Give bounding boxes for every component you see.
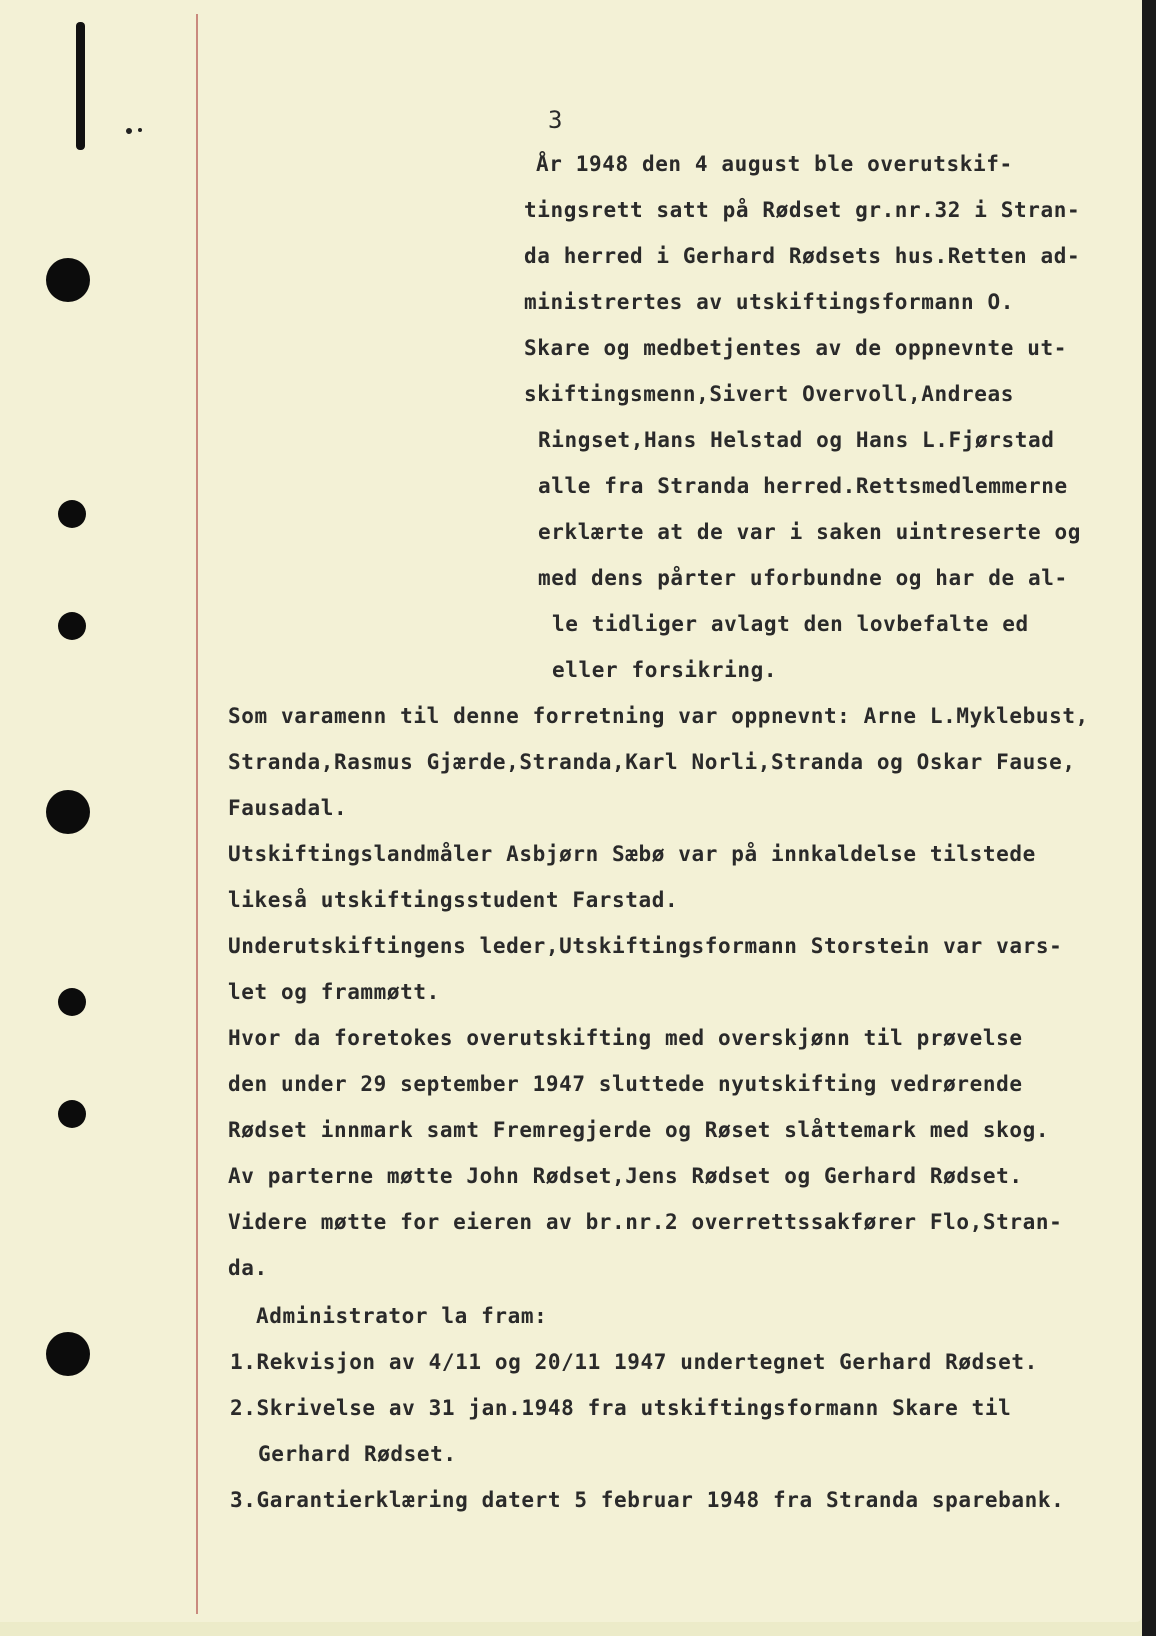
list-item: 2.Skrivelse av 31 jan.1948 fra utskiftingsformann Skare til bbox=[230, 1396, 1012, 1420]
text-line: erklærte at de var i saken uintreserte og bbox=[538, 520, 1081, 544]
ink-dot bbox=[138, 128, 142, 132]
text-line: Fausadal. bbox=[228, 796, 348, 820]
punch-hole bbox=[46, 1332, 90, 1376]
text-line: likeså utskiftingsstudent Farstad. bbox=[228, 888, 679, 912]
text-line: Gerhard Rødset. bbox=[258, 1442, 457, 1466]
text-line: Rødset innmark samt Fremregjerde og Røset slåttemark med skog. bbox=[228, 1118, 1050, 1142]
ink-dot bbox=[126, 128, 132, 134]
text-line: Utskiftingslandmåler Asbjørn Sæbø var på innkaldelse tilstede bbox=[228, 842, 1036, 866]
text-line: Videre møtte for eieren av br.nr.2 overrettssakfører Flo,Stran- bbox=[228, 1210, 1063, 1234]
text-line: tingsrett satt på Rødset gr.nr.32 i Stran- bbox=[524, 198, 1081, 222]
text-line: eller forsikring. bbox=[552, 658, 778, 682]
list-item: 1.Rekvisjon av 4/11 og 20/11 1947 undertegnet Gerhard Rødset. bbox=[230, 1350, 1038, 1374]
text-line: År 1948 den 4 august ble overutskif- bbox=[536, 152, 1013, 176]
text-line: med dens pårter uforbundne og har de al- bbox=[538, 566, 1068, 590]
page-number: 3 bbox=[548, 106, 564, 134]
text-line: Stranda,Rasmus Gjærde,Stranda,Karl Norli,Stranda og Oskar Fause, bbox=[228, 750, 1076, 774]
text-line: Som varamenn til denne forretning var oppnevnt: Arne L.Myklebust, bbox=[228, 704, 1089, 728]
punch-hole bbox=[58, 988, 86, 1016]
margin-rule bbox=[196, 14, 198, 1614]
text-line: let og frammøtt. bbox=[228, 980, 440, 1004]
text-line: Ringset,Hans Helstad og Hans L.Fjørstad bbox=[538, 428, 1055, 452]
text-line: Administrator la fram: bbox=[256, 1304, 548, 1328]
text-line: Underutskiftingens leder,Utskiftingsformann Storstein var vars- bbox=[228, 934, 1063, 958]
text-line: skiftingsmenn,Sivert Overvoll,Andreas bbox=[524, 382, 1014, 406]
text-line: alle fra Stranda herred.Rettsmedlemmerne bbox=[538, 474, 1068, 498]
text-line: den under 29 september 1947 sluttede nyutskifting vedrørende bbox=[228, 1072, 1023, 1096]
list-item: 3.Garantierklæring datert 5 februar 1948 fra Stranda sparebank. bbox=[230, 1488, 1065, 1512]
text-line: Skare og medbetjentes av de oppnevnte ut- bbox=[524, 336, 1067, 360]
text-line: le tidliger avlagt den lovbefalte ed bbox=[552, 612, 1029, 636]
text-line: da. bbox=[228, 1256, 268, 1280]
text-line: ministrertes av utskiftingsformann O. bbox=[524, 290, 1014, 314]
text-line: Hvor da foretokes overutskifting med overskjønn til prøvelse bbox=[228, 1026, 1023, 1050]
punch-hole bbox=[46, 258, 90, 302]
punch-hole bbox=[58, 612, 86, 640]
punch-hole bbox=[46, 790, 90, 834]
punch-hole bbox=[58, 1100, 86, 1128]
text-line: da herred i Gerhard Rødsets hus.Retten ad- bbox=[524, 244, 1081, 268]
punch-hole bbox=[58, 500, 86, 528]
text-line: Av parterne møtte John Rødset,Jens Rødset og Gerhard Rødset. bbox=[228, 1164, 1023, 1188]
ink-mark bbox=[76, 22, 85, 150]
